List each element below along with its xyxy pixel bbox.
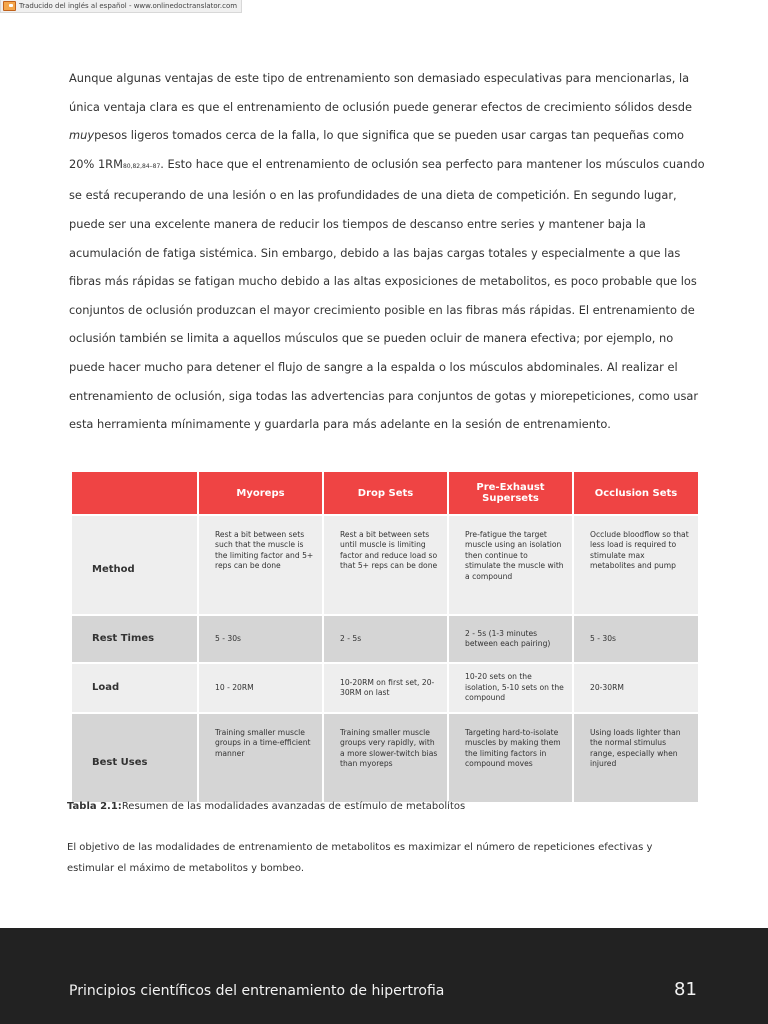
page-footer: [0, 928, 768, 1024]
table-cell: 10-20 sets on the isolation, 5-10 sets on the compound: [449, 664, 572, 712]
table-cell: 2 - 5s: [324, 616, 447, 662]
table-cell: 10 - 20RM: [199, 664, 322, 712]
book-title: Principios científicos del entrenamiento de hipertrofia: [69, 983, 445, 999]
table-caption: [67, 801, 465, 812]
body-paragraph: [69, 64, 709, 439]
table-cell: 2 - 5s (1-3 minutes between each pairing): [449, 616, 572, 662]
table-cell: Training smaller muscle groups in a time-efficient manner: [199, 714, 322, 802]
table-cell: 20-30RM: [574, 664, 698, 712]
row-label: Load: [72, 664, 197, 712]
table-cell: Occlude bloodflow so that less load is required to stimulate max metabolites and pump: [574, 516, 698, 614]
translator-banner[interactable]: [0, 0, 242, 13]
paragraph-emphasis: muy: [69, 128, 95, 143]
table-row-rest-times: [72, 616, 698, 662]
translator-banner-text[interactable]: Traducido del inglés al español - www.onlinedoctranslator.com: [19, 2, 238, 10]
metabolite-modalities-table: [70, 470, 700, 804]
table-header-occlusion: Occlusion Sets: [574, 472, 698, 514]
table-cell: Rest a bit between sets such that the muscle is the limiting factor and 5+ reps can be done: [199, 516, 322, 614]
paragraph-part-3: . Esto hace que el entrenamiento de oclusión sea perfecto para mantener los músculos cuando se está recuperando de una lesión o en las profundidades de una dieta de competición. En segundo lugar, puede ser una excelente manera de reducir los tiempos de descanso entre series y mantener baja la acumulación de fatiga sistémica. Sin embargo, debido a las bajas cargas totales y especialmente a que las fibras más rápidas se fatigan mucho debido a las altas exposiciones de metabolitos, es poco probable que los conjuntos de oclusión produzcan el mayor crecimiento posible en las fibras más rápidas. El entrenamiento de oclusión también se limita a aquellos músculos que se pueden ocluir de manera efectiva; por ejemplo, no puede hacer mucho para detener el flujo de sangre a la espalda o los músculos abdominales. Al realizar el entrenamiento de oclusión, siga todas las advertencias para conjuntos de gotas y miorepeticiones, como usar esta herramienta mínimamente y guardarla para más adelante en la sesión de entrenamiento.: [69, 156, 705, 432]
row-label: Best Uses: [72, 714, 197, 802]
table-cell: 5 - 30s: [199, 616, 322, 662]
table-cell: Pre-fatigue the target muscle using an isolation then continue to stimulate the muscle with a compound: [449, 516, 572, 614]
paragraph-part-2: pesos ligeros tomados cerca de la falla, lo que significa que se pueden usar cargas tan pequeñas como 20% 1RM: [69, 128, 685, 171]
page-number: 81: [674, 979, 697, 1000]
table-cell: Rest a bit between sets until muscle is limiting factor and reduce load so that 5+ reps can be done: [324, 516, 447, 614]
table-cell: 10-20RM on first set, 20-30RM on last: [324, 664, 447, 712]
table-cell: Training smaller muscle groups very rapidly, with a more slower-twitch bias than myoreps: [324, 714, 447, 802]
table-cell: 5 - 30s: [574, 616, 698, 662]
table-header-drop-sets: Drop Sets: [324, 472, 447, 514]
table-row-load: [72, 664, 698, 712]
table-header-row: [72, 472, 698, 514]
translator-logo-icon: [3, 1, 16, 11]
row-label: Rest Times: [72, 616, 197, 662]
objective-paragraph: El objetivo de las modalidades de entrenamiento de metabolitos es maximizar el número de repeticiones efectivas y estimular el máximo de metabolitos y bombeo.: [67, 842, 653, 874]
table-header-corner: [72, 472, 197, 514]
table-row-best-uses: [72, 714, 698, 802]
table-cell: Targeting hard-to-isolate muscles by making them the limiting factors in compound moves: [449, 714, 572, 802]
table-header-myoreps: Myoreps: [199, 472, 322, 514]
table-cell: Using loads lighter than the normal stimulus range, especially when injured: [574, 714, 698, 802]
caption-text: Resumen de las modalidades avanzadas de estímulo de metabolitos: [121, 801, 466, 812]
caption-label: Tabla 2.1:: [67, 801, 122, 812]
reference-numbers: 80,82,84–87: [122, 162, 161, 170]
table-header-pre-exhaust: Pre-Exhaust Supersets: [449, 472, 572, 514]
paragraph-part-1: Aunque algunas ventajas de este tipo de entrenamiento son demasiado especulativas para mencionarlas, la única ventaja clara es que el entrenamiento de oclusión puede generar efectos de crecimiento sólidos desde: [69, 71, 692, 114]
row-label: Method: [72, 516, 197, 614]
table-row-method: [72, 516, 698, 614]
